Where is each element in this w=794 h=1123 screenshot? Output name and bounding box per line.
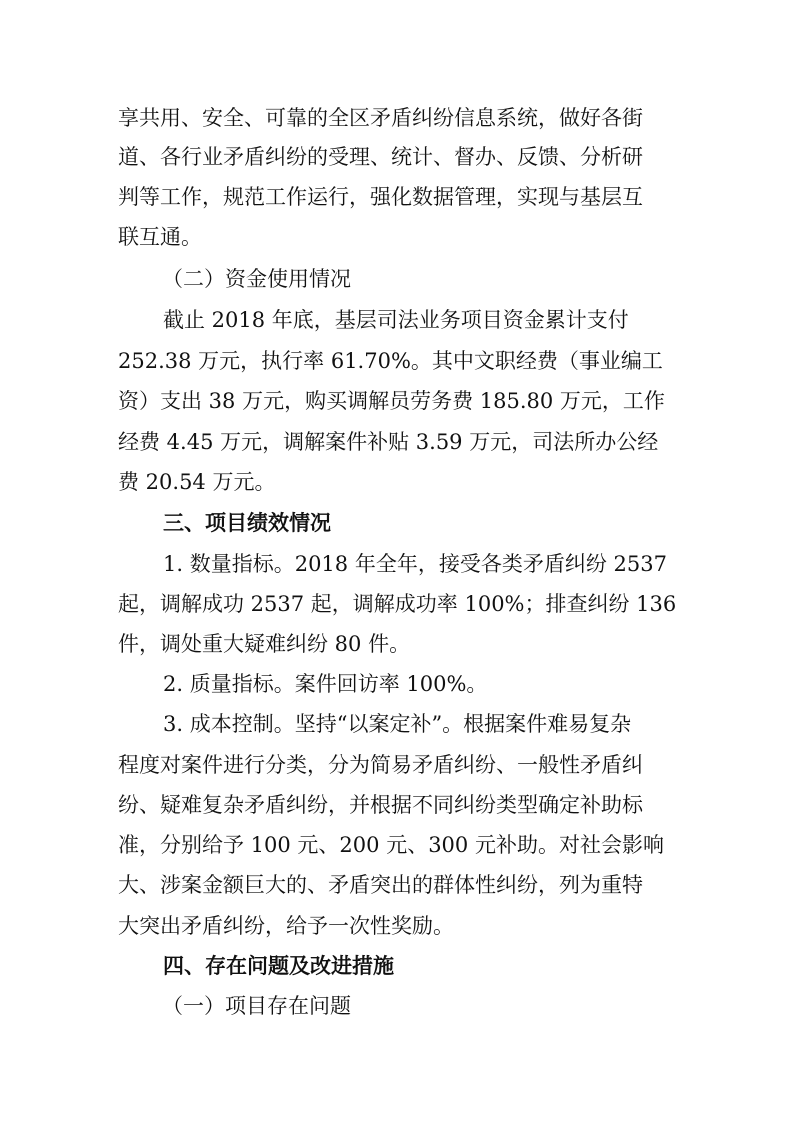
- body-line: 程度对案件进行分类，分为简易矛盾纠纷、一般性矛盾纠: [118, 753, 643, 777]
- body-line: 费 20.54 万元。: [118, 470, 276, 494]
- body-line: 252.38 万元，执行率 61.70%。其中文职经费（事业编工: [118, 349, 663, 373]
- section-heading: 三、项目绩效情况: [163, 511, 331, 535]
- body-line: 资）支出 38 万元，购买调解员劳务费 185.80 万元，工作: [118, 389, 665, 413]
- section-heading: 四、存在问题及改进措施: [163, 954, 394, 978]
- body-line: 纷、疑难复杂矛盾纠纷，并根据不同纠纷类型确定补助标: [118, 793, 643, 817]
- body-line: 2. 质量指标。案件回访率 100%。: [163, 672, 488, 696]
- body-line: 判等工作，规范工作运行，强化数据管理，实现与基层互: [118, 185, 643, 209]
- body-line: 截止 2018 年底，基层司法业务项目资金累计支付: [163, 308, 629, 332]
- body-line: 道、各行业矛盾纠纷的受理、统计、督办、反馈、分析研: [118, 145, 643, 169]
- subsection-heading: （一）项目存在问题: [162, 994, 351, 1018]
- body-line: 3. 成本控制。坚持“以案定补”。根据案件难易复杂: [163, 712, 632, 736]
- body-line: 1. 数量指标。2018 年全年，接受各类矛盾纠纷 2537: [163, 552, 667, 576]
- body-line: 经费 4.45 万元，调解案件补贴 3.59 万元，司法所办公经: [118, 430, 659, 454]
- body-line: 件，调处重大疑难纠纷 80 件。: [118, 632, 411, 656]
- subsection-heading: （二）资金使用情况: [162, 267, 351, 291]
- body-line: 大、涉案金额巨大的、矛盾突出的群体性纠纷，列为重特: [118, 873, 643, 897]
- body-line: 享共用、安全、可靠的全区矛盾纠纷信息系统，做好各街: [118, 106, 643, 130]
- body-line: 大突出矛盾纠纷，给予一次性奖励。: [118, 914, 454, 938]
- body-line: 起，调解成功 2537 起，调解成功率 100%；排查纠纷 136: [118, 592, 677, 616]
- body-line: 准，分别给予 100 元、200 元、300 元补助。对社会影响: [118, 833, 664, 857]
- body-line: 联互通。: [118, 225, 202, 249]
